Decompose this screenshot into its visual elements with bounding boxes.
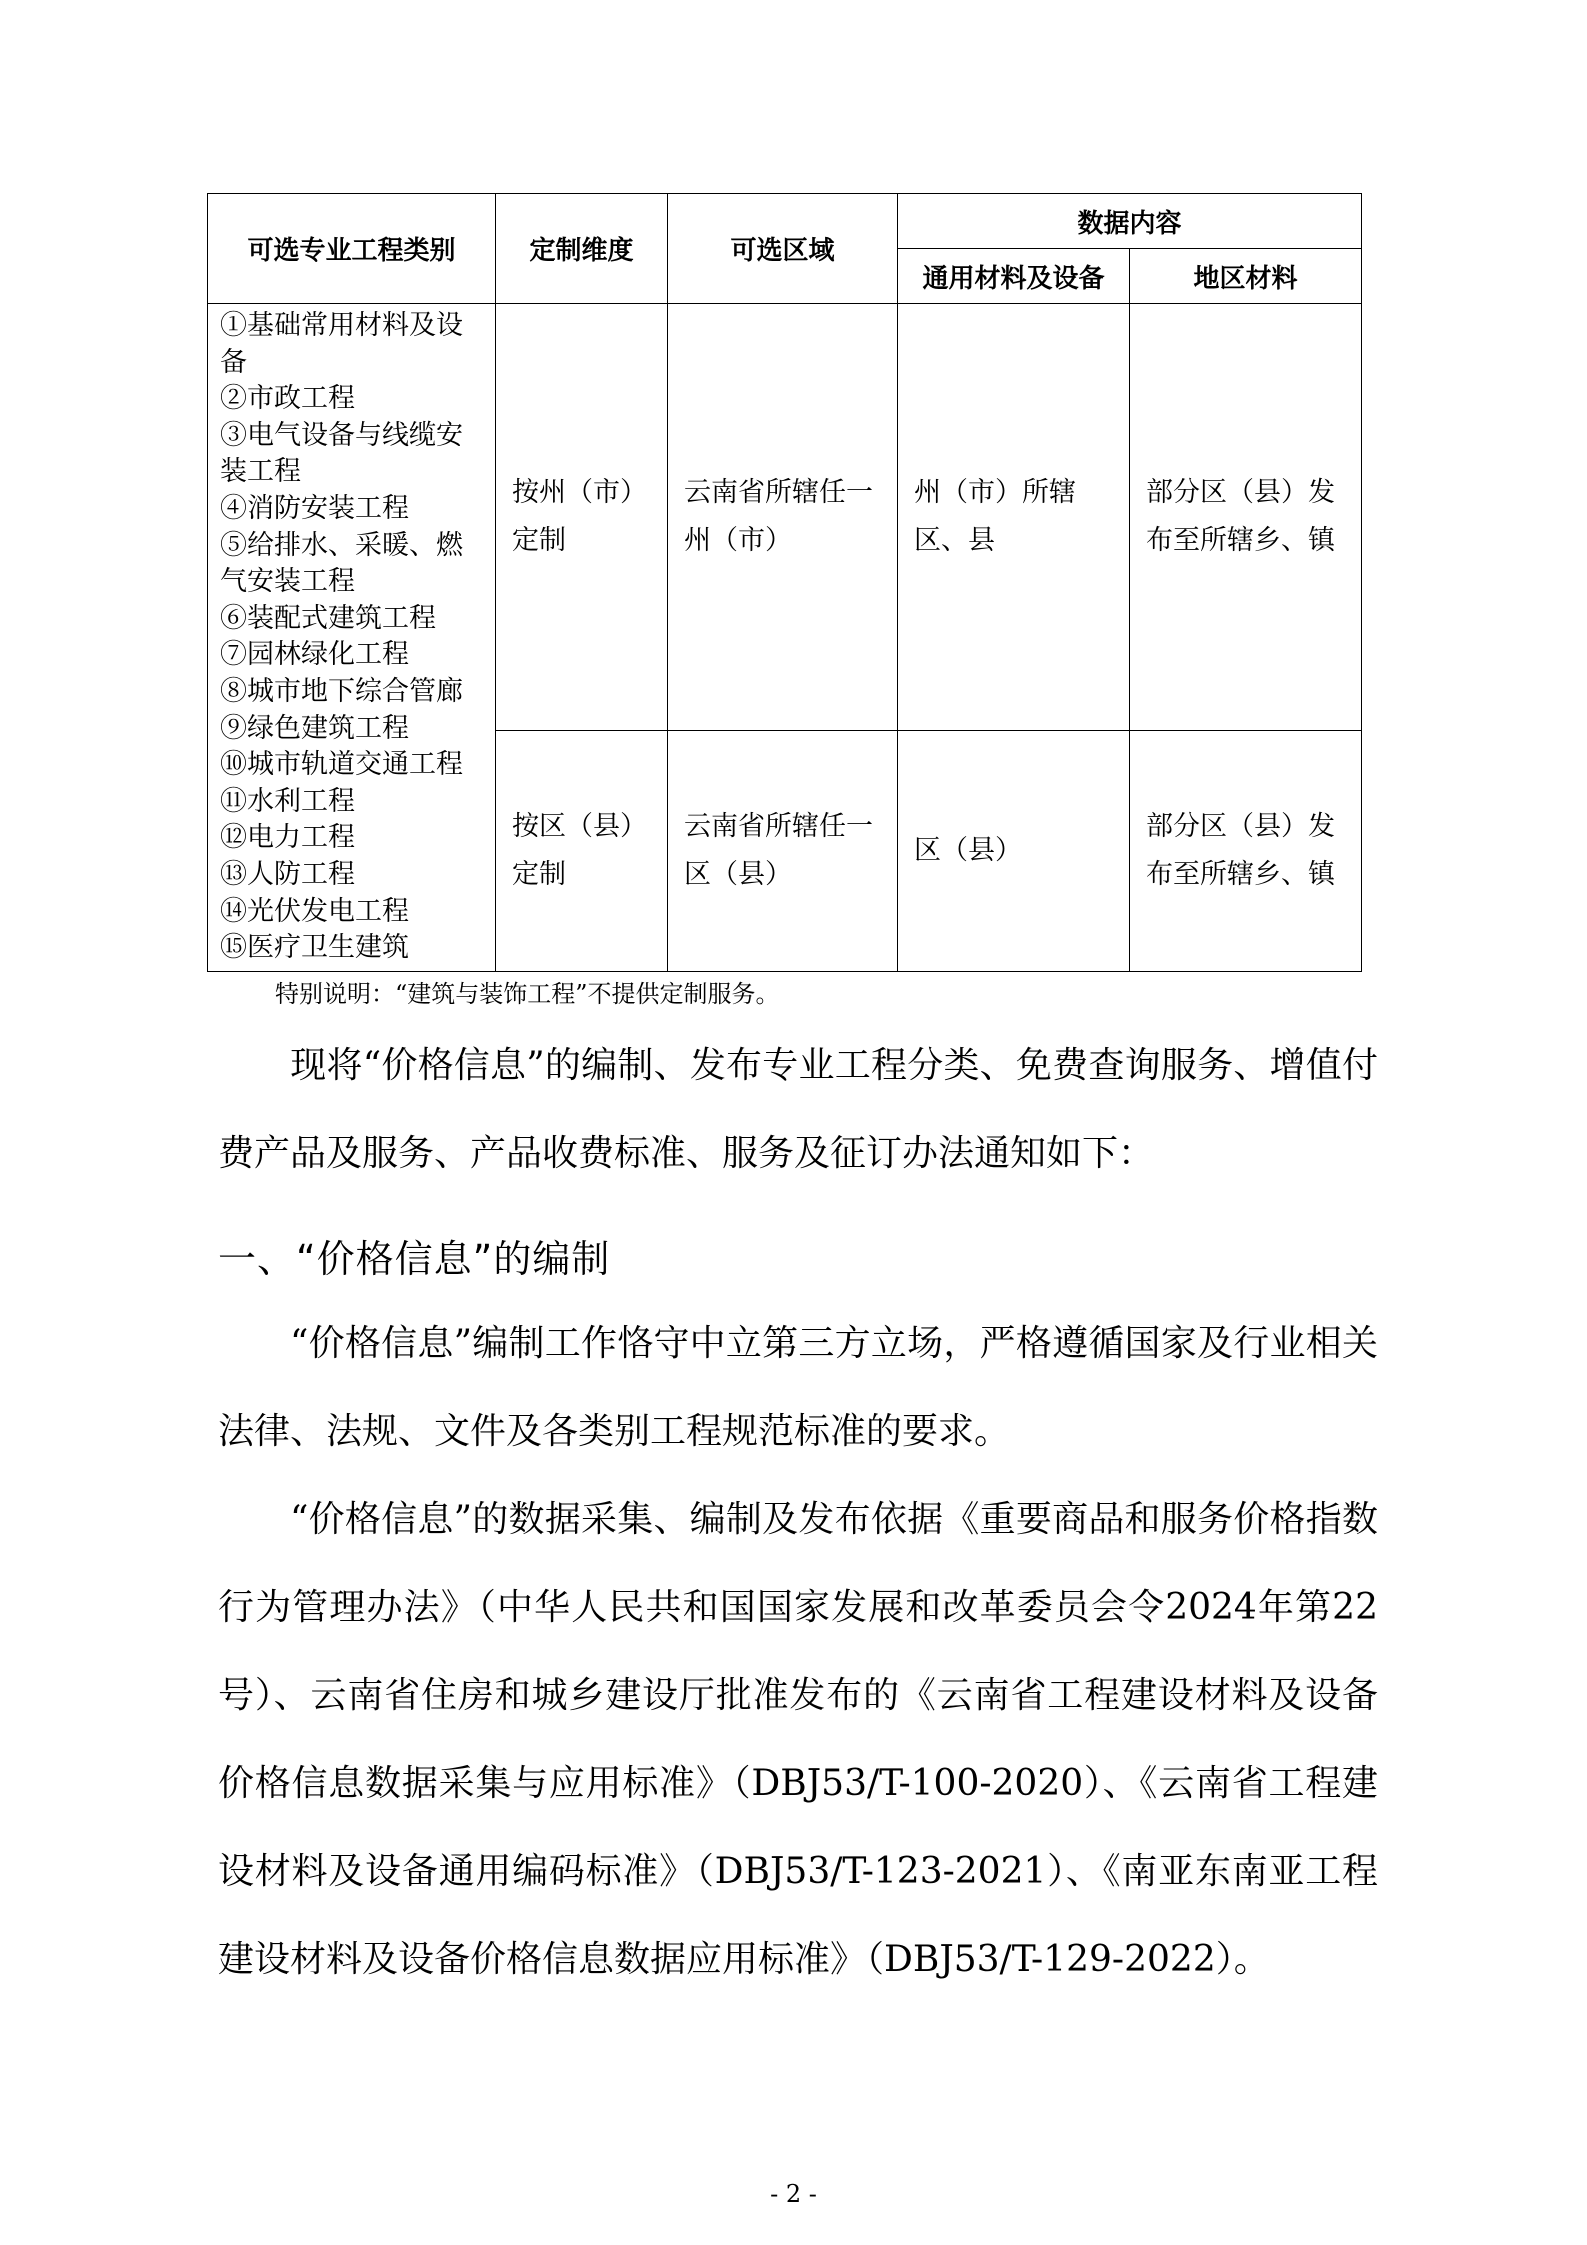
header-data-content: 数据内容	[898, 194, 1362, 249]
row1-general: 州（市）所辖区、县	[898, 304, 1130, 731]
category-item: ⑪水利工程	[220, 785, 355, 817]
category-item: ②市政工程	[220, 383, 355, 415]
category-item: ⑫电力工程	[220, 822, 355, 854]
row2-local: 部分区（县）发布至所辖乡、镇	[1130, 730, 1362, 971]
category-list	[208, 304, 495, 971]
category-item: ⑭光伏发电工程	[220, 895, 409, 927]
paragraph-2: “价格信息”的数据采集、编制及发布依据《重要商品和服务价格指数行为管理办法》（中华人民共和国国家发展和改革委员会令2024年第22号）、云南省住房和城乡建设厅批准发布的《云南省工程建设材料及设备价格信息数据采集与应用标准》（DBJ53/T-100-2020）、《云南省工程建设材料及设备通用编码标准》（DBJ53/T-123-2021）、《南亚东南亚工程建设材料及设备价格信息数据应用标准》（DBJ53/T-129-2022）。	[218, 1499, 1378, 1980]
header-category: 可选专业工程类别	[208, 194, 496, 304]
row2-region: 云南省所辖任一区（县）	[668, 730, 898, 971]
intro-paragraph: 现将“价格信息”的编制、发布专业工程分类、免费查询服务、增值付费产品及服务、产品收费标准、服务及征订办法通知如下：	[218, 1045, 1378, 1174]
category-item: ⑤给排水、采暖、燃气安装工程	[220, 529, 463, 598]
special-note: 特别说明：“建筑与装饰工程”不提供定制服务。	[275, 980, 780, 1008]
paragraph-1: “价格信息”编制工作恪守中立第三方立场，严格遵循国家及行业相关法律、法规、文件及各类别工程规范标准的要求。	[218, 1323, 1378, 1452]
category-item: ⑦园林绿化工程	[220, 639, 409, 671]
category-item: ①基础常用材料及设备	[220, 310, 463, 378]
category-item: ④消防安装工程	[220, 492, 409, 524]
category-item: ③电气设备与线缆安装工程	[220, 419, 463, 488]
header-dimension: 定制维度	[496, 194, 668, 304]
category-list-cell	[208, 304, 496, 972]
header-region: 可选区域	[668, 194, 898, 304]
header-local-materials: 地区材料	[1130, 249, 1362, 304]
category-item: ⑮医疗卫生建筑	[220, 932, 409, 964]
row1-local: 部分区（县）发布至所辖乡、镇	[1130, 304, 1362, 731]
page-number: - 2 -	[770, 2180, 817, 2208]
row1-dimension: 按州（市）定制	[496, 304, 668, 731]
category-item: ⑧城市地下综合管廊	[220, 675, 463, 707]
category-item: ⑨绿色建筑工程	[220, 712, 409, 744]
section-heading: 一、“价格信息”的编制	[218, 1237, 611, 1281]
category-item: ⑩城市轨道交通工程	[220, 749, 463, 781]
row2-dimension: 按区（县）定制	[496, 730, 668, 971]
customization-table	[207, 193, 1362, 972]
row1-region: 云南省所辖任一州（市）	[668, 304, 898, 731]
header-general-materials: 通用材料及设备	[898, 249, 1130, 304]
category-item: ⑥装配式建筑工程	[220, 602, 436, 634]
row2-general: 区（县）	[898, 730, 1130, 971]
category-item: ⑬人防工程	[220, 858, 355, 890]
